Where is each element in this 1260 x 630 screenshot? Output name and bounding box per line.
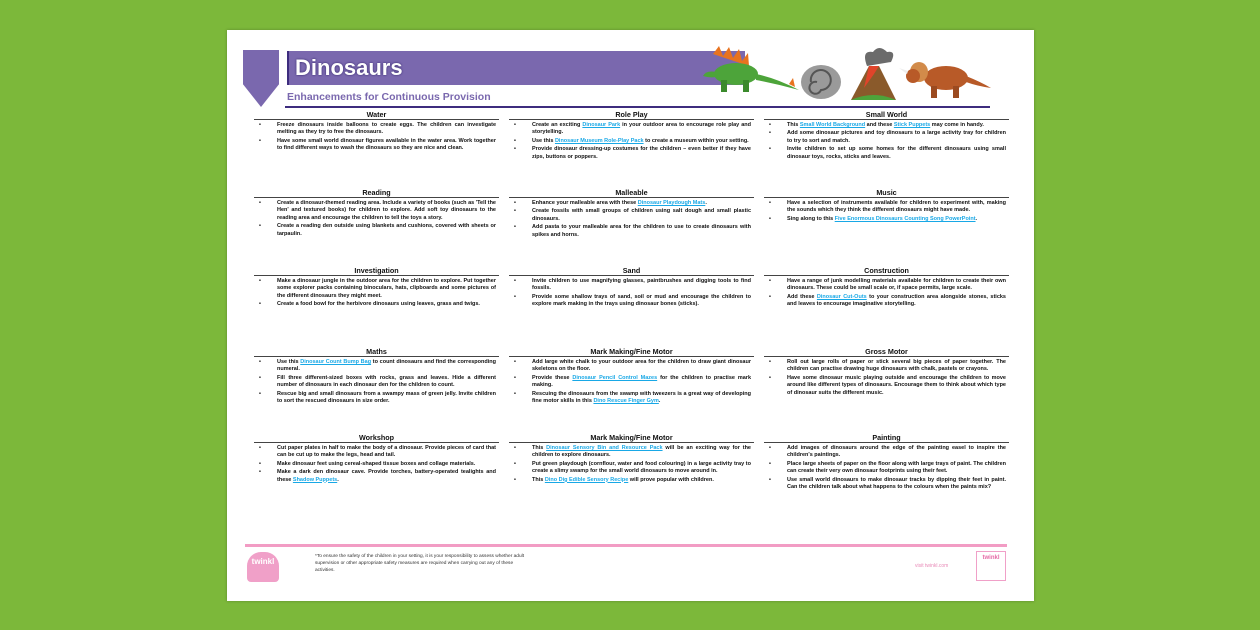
item-text: Rescuing the dinosaurs from the swamp with tweezers is a great way of developing fine motor skills in this xyxy=(532,390,751,405)
list-item xyxy=(764,294,1009,309)
item-text: Have some small world dinosaur figures available in the water area. Work together to find different ways to wash the dinosaurs so they are nice and clean. xyxy=(277,137,496,152)
item-text: Provide some shallow trays of sand, soil or mud and encourage the children to explore mark making in the trays using dinosaur bones (sticks). xyxy=(532,293,751,308)
list-item xyxy=(509,278,754,293)
bullet-list xyxy=(254,359,499,405)
item-text: may come in handy. xyxy=(930,122,984,128)
item-text: Add some dinosaur pictures and toy dinosaurs to a large activity tray for children to try to sort and match. xyxy=(787,130,1006,144)
item-text: Make a dark den dinosaur cave. Provide torches, battery-operated tealights and these xyxy=(277,469,496,483)
bullet-list xyxy=(764,122,1009,161)
list-item xyxy=(764,375,1009,397)
item-text: Fill three different-sized boxes with rocks, grass and leaves. Hide a different number of dinosaurs in each dinosaur den for the children to count. xyxy=(277,374,496,389)
item-text: to your construction area alongside stones, sticks and leaves to encourage imaginative storytelling. xyxy=(787,293,1006,308)
logo-text: twinkl xyxy=(251,557,275,566)
bullet-list xyxy=(254,278,499,309)
section-small-world xyxy=(764,110,1009,162)
item-text: . xyxy=(975,215,978,222)
item-text: . xyxy=(337,476,339,483)
bullet-list xyxy=(764,200,1009,223)
twinkl-badge xyxy=(976,551,1006,581)
section-heading: Role Play xyxy=(509,110,754,120)
triceratops-icon xyxy=(899,62,991,98)
list-item xyxy=(509,477,754,484)
section-heading: Reading xyxy=(254,188,499,198)
section-workshop xyxy=(254,433,499,485)
item-text: Add pasta to your malleable area for the children to use to create dinosaurs with spikes and horns. xyxy=(532,224,751,238)
item-text: Create a reading den outside using blankets and cushions, covered with sheets or tarpaulin. xyxy=(277,223,496,237)
subtitle-divider xyxy=(285,106,990,108)
item-text: Create fossils with small groups of children using salt dough and small plastic dinosaurs. xyxy=(532,208,751,222)
resource-link[interactable]: Stick Puppets xyxy=(893,122,931,128)
section-mark-making-fine-motor xyxy=(509,433,754,485)
list-item xyxy=(509,200,754,207)
section-heading: Maths xyxy=(254,347,499,357)
bullet-list xyxy=(509,359,754,405)
list-item xyxy=(764,278,1009,293)
list-item xyxy=(509,138,754,145)
section-mark-making-fine-motor xyxy=(509,347,754,406)
item-text: Put green playdough (cornflour, water and food colouring) in a large activity tray to create a slimy swamp for the small world dinosaurs to move around in. xyxy=(532,460,751,475)
list-item xyxy=(254,223,499,238)
item-text: Enhance your malleable area with these xyxy=(532,200,638,206)
list-item xyxy=(254,278,499,300)
item-text: This xyxy=(532,476,545,483)
section-heading: Music xyxy=(764,188,1009,198)
item-text: Invite children to use magnifying glasses, paintbrushes and digging tools to find fossils. xyxy=(532,278,751,292)
item-text: Provide these xyxy=(532,374,573,381)
list-item xyxy=(764,130,1009,145)
section-water xyxy=(254,110,499,154)
safety-disclaimer: *To ensure the safety of the children in your setting, it is your responsibility to assess whether adult supervision or other appropriate safety measures are required when carrying out any of these activities. xyxy=(315,554,525,573)
list-item xyxy=(254,391,499,406)
item-text: Freeze dinosaurs inside balloons to create eggs. The children can investigate melting as they try to free the dinosaurs. xyxy=(277,122,496,136)
bullet-list xyxy=(764,359,1009,397)
list-item xyxy=(254,445,499,460)
list-item xyxy=(254,375,499,390)
list-item xyxy=(509,224,754,239)
section-gross-motor xyxy=(764,347,1009,398)
bullet-list xyxy=(509,445,754,484)
bullet-list xyxy=(254,445,499,484)
list-item xyxy=(254,122,499,137)
section-heading: Painting xyxy=(764,433,1009,443)
resource-link[interactable]: Dinosaur Museum Role-Play Pack xyxy=(554,137,644,144)
bookmark-flag xyxy=(243,50,279,107)
section-malleable xyxy=(509,188,754,240)
item-text: Have a range of junk modelling materials available for children to create their own dinosaurs. These could be small scale or, if space permits, large scale. xyxy=(787,278,1006,292)
resource-link[interactable]: Dinosaur Park xyxy=(582,122,621,128)
resource-link[interactable]: Dinosaur Pencil Control Mazes xyxy=(572,374,658,381)
page-subtitle: Enhancements for Continuous Provision xyxy=(287,91,491,103)
section-maths xyxy=(254,347,499,406)
bullet-list xyxy=(254,122,499,153)
item-text: will be an exciting way for the children to explore dinosaurs. xyxy=(532,445,751,459)
item-text: Place large sheets of paper on the floor along with large trays of paint. The children can create their very own dinosaur footprints using their feet. xyxy=(787,460,1006,475)
resource-link[interactable]: Dinosaur Count Bump Bag xyxy=(300,359,372,365)
list-item xyxy=(509,445,754,460)
section-role-play xyxy=(509,110,754,162)
title-banner xyxy=(287,51,745,85)
document-page xyxy=(227,30,1034,601)
section-heading: Mark Making/Fine Motor xyxy=(509,347,754,357)
resource-link[interactable]: Dinosaur Playdough Mats xyxy=(637,200,706,206)
item-text: for the children to practise mark making. xyxy=(532,374,751,389)
list-item xyxy=(764,477,1009,492)
item-text: Have a selection of instruments available for children to experiment with, making the sounds which they think the different dinosaurs might have made. xyxy=(787,200,1006,214)
item-text: Make dinosaur feet using cereal-shaped tissue boxes and collage materials. xyxy=(277,460,476,467)
item-text: This xyxy=(787,122,800,128)
footer-divider xyxy=(245,544,1007,547)
item-text: . xyxy=(705,200,707,206)
volcano-icon xyxy=(851,48,896,100)
item-text: Cut paper plates in half to make the body of a dinosaur. Provide pieces of card that can be cut up to make the legs, head and tail. xyxy=(277,445,496,459)
item-text: Add large white chalk to your outdoor area for the children to draw giant dinosaur skeletons on the floor. xyxy=(532,359,751,373)
item-text: Invite children to set up some homes for the different dinosaurs using small dinosaur toys, rocks, sticks and leaves. xyxy=(787,146,1006,160)
item-text: will prove popular with children. xyxy=(628,476,714,483)
list-item xyxy=(764,445,1009,460)
section-heading: Malleable xyxy=(509,188,754,198)
item-text: Roll out large rolls of paper or stick several big pieces of paper together. The children can practise drawing huge dinosaurs with chalk, pastels or crayons. xyxy=(787,359,1006,373)
bullet-list xyxy=(509,122,754,161)
item-text: in your outdoor area to encourage role play and storytelling. xyxy=(532,122,751,136)
section-music xyxy=(764,188,1009,224)
item-text: Use this xyxy=(532,137,555,144)
section-painting xyxy=(764,433,1009,492)
bullet-list xyxy=(764,278,1009,309)
section-heading: Water xyxy=(254,110,499,120)
list-item xyxy=(509,375,754,390)
list-item xyxy=(509,391,754,406)
resource-link[interactable]: Dinosaur Sensory Bin and Resource Pack xyxy=(546,445,663,451)
page-title: Dinosaurs xyxy=(295,55,403,80)
list-item xyxy=(509,146,754,161)
visit-link[interactable]: visit twinkl.com xyxy=(915,563,949,569)
item-text: Make a dinosaur jungle in the outdoor area for the children to explore. Put together some explorer packs containing binoculars, hats, clipboards and some pictures of the different dinosaurs they might meet. xyxy=(277,278,496,299)
list-item xyxy=(254,469,499,484)
item-text: Add these xyxy=(787,293,817,300)
resource-link[interactable]: Dino Rescue Finger Gym xyxy=(593,398,659,405)
section-investigation xyxy=(254,266,499,310)
item-text: Add images of dinosaurs around the edge of the painting easel to inspire the children's paintings. xyxy=(787,445,1006,459)
section-sand xyxy=(509,266,754,310)
bullet-list xyxy=(509,278,754,309)
item-text: Create a dinosaur-themed reading area. Include a variety of books (such as 'Tell the Hen' and textured books) for children to explore. Add soft toy dinosaurs to the reading area and encourage the children to tell the toys a story. xyxy=(277,200,496,221)
item-text: to create a museum within your setting. xyxy=(643,137,749,144)
section-heading: Sand xyxy=(509,266,754,276)
list-item xyxy=(254,359,499,374)
item-text: and these xyxy=(865,122,894,128)
section-construction xyxy=(764,266,1009,310)
stegosaurus-icon xyxy=(703,46,799,92)
item-text: Have some dinosaur music playing outside and encourage the children to move around like different types of dinosaurs. Encourage them to think about which type of dinosaur suits the different music. xyxy=(787,374,1006,396)
item-text: Provide dinosaur dressing-up costumes for the children – even better if they have zips, buttons or poppers. xyxy=(532,146,751,160)
twinkl-logo xyxy=(247,552,279,582)
bullet-list xyxy=(509,200,754,239)
section-reading xyxy=(254,188,499,239)
resource-link[interactable]: Dino Dig Edible Sensory Recipe xyxy=(544,476,629,483)
item-text: Use small world dinosaurs to make dinosaur tracks by dipping their feet in paint. Can the children talk about what happens to the colours when the paints mix? xyxy=(787,476,1006,491)
list-item xyxy=(764,359,1009,374)
section-heading: Mark Making/Fine Motor xyxy=(509,433,754,443)
list-item xyxy=(509,461,754,476)
item-text: . xyxy=(658,398,661,405)
section-heading: Gross Motor xyxy=(764,347,1009,357)
list-item xyxy=(254,301,499,308)
list-item xyxy=(509,294,754,309)
section-heading: Construction xyxy=(764,266,1009,276)
list-item xyxy=(509,122,754,137)
item-text: Create a food bowl for the herbivore dinosaurs using leaves, grass and twigs. xyxy=(277,301,480,308)
section-heading: Workshop xyxy=(254,433,499,443)
dinosaur-illustrations xyxy=(701,44,1001,106)
resource-link[interactable]: Five Enormous Dinosaurs Counting Song PowerPoint xyxy=(834,215,976,222)
item-text: Rescue big and small dinosaurs from a swampy mass of green jelly. Invite children to sort the rescued dinosaurs in size order. xyxy=(277,390,496,405)
list-item xyxy=(254,461,499,468)
section-heading: Investigation xyxy=(254,266,499,276)
item-text: This xyxy=(532,445,547,451)
resource-link[interactable]: Dinosaur Cut-Outs xyxy=(816,293,867,300)
list-item xyxy=(764,146,1009,161)
item-text: Use this xyxy=(277,359,301,365)
item-text: Create an exciting xyxy=(532,122,583,128)
list-item xyxy=(509,208,754,223)
list-item xyxy=(254,138,499,153)
list-item xyxy=(764,461,1009,476)
list-item xyxy=(254,200,499,222)
badge-text: twinkl xyxy=(982,555,1000,561)
resource-link[interactable]: Small World Background xyxy=(799,122,866,128)
list-item xyxy=(764,200,1009,215)
resource-link[interactable]: Shadow Puppets xyxy=(292,476,338,483)
list-item xyxy=(509,359,754,374)
section-heading: Small World xyxy=(764,110,1009,120)
bullet-list xyxy=(254,200,499,238)
list-item xyxy=(764,122,1009,129)
fossil-icon xyxy=(801,65,841,99)
item-text: Sing along to this xyxy=(787,215,835,222)
bullet-list xyxy=(764,445,1009,491)
item-text: to count dinosaurs and find the corresponding numeral. xyxy=(277,359,496,373)
list-item xyxy=(764,216,1009,223)
